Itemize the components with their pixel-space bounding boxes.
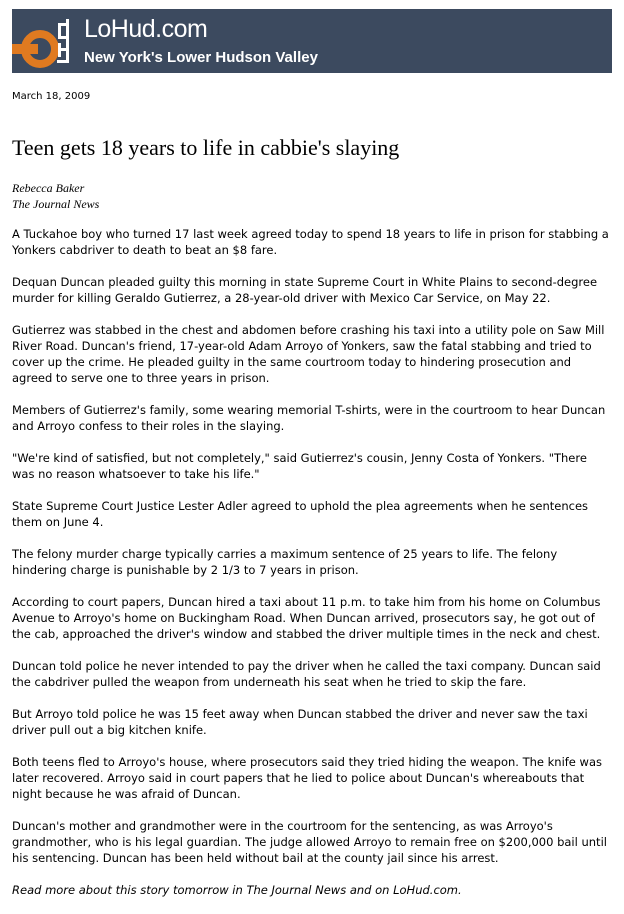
site-name: LoHud.com [84, 15, 208, 43]
article-paragraph: Dequan Duncan pleaded guilty this morning in state Supreme Court in White Plains to second-degree murder for killing Geraldo Gutierrez, a 28-year-old driver with Mexico Car Service, on May 22. [12, 275, 598, 305]
article-paragraph: Members of Gutierrez's family, some wearing memorial T-shirts, were in the courtroom to hear Duncan and Arroyo confess to their roles in the slaying. [12, 403, 606, 433]
site-banner[interactable] [12, 9, 612, 73]
article-paragraph: Both teens fled to Arroyo's house, where prosecutors said they tried hiding the weapon. The knife was later recovered. Arroyo said in court papers that he lied to police about Duncan's whereabouts that night because he was afraid of Duncan. [12, 755, 602, 801]
site-tagline: New York's Lower Hudson Valley [84, 49, 318, 66]
article-paragraph: The felony murder charge typically carries a maximum sentence of 25 years to life. The felony hindering charge is punishable by 2 1/3 to 7 years in prison. [12, 547, 558, 577]
article-paragraph: But Arroyo told police he was 15 feet away when Duncan stabbed the driver and never saw the taxi driver pull out a big kitchen knife. [12, 707, 588, 737]
article-date: March 18, 2009 [12, 91, 91, 102]
article-body [12, 226, 612, 914]
publication-name: The Journal News [12, 197, 100, 211]
byline [12, 180, 99, 212]
article-headline: Teen gets 18 years to life in cabbie's slaying [12, 135, 400, 160]
article-paragraph: Duncan's mother and grandmother were in the courtroom for the sentencing, as was Arroyo's grandmother, who is his legal guardian. The judge allowed Arroyo to remain free on $200,000 bail until his sentencing. Duncan has been held without bail at the county jail since his arrest. [12, 819, 607, 865]
article-paragraph: According to court papers, Duncan hired a taxi about 11 p.m. to take him from his home on Columbus Avenue to Arroyo's home on Buckingham Road. When Duncan arrived, prosecutors say, he got out of the cab, approached the driver's window and stabbed the driver multiple times in the neck and chest. [12, 595, 601, 641]
article-paragraph: "We're kind of satisfied, but not completely," said Gutierrez's cousin, Jenny Costa of Yonkers. "There was no reason whatsoever to take his life." [12, 451, 587, 481]
article-paragraph: A Tuckahoe boy who turned 17 last week agreed today to spend 18 years to life in prison for stabbing a Yonkers cabdriver to death to beat an $8 fare. [12, 227, 609, 257]
article-paragraph: Gutierrez was stabbed in the chest and abdomen before crashing his taxi into a utility pole on Saw Mill River Road. Duncan's friend, 17-year-old Adam Arroyo of Yonkers, saw the fatal stabbing and tried to cover up the crime. He pleaded guilty in the same courtroom today to hindering prosecution and agreed to serve one to three years in prison. [12, 323, 605, 385]
article-paragraph: Duncan told police he never intended to pay the driver when he called the taxi company. Duncan said the cabdriver pulled the weapon from underneath his seat when he tried to skip the fare. [12, 659, 601, 689]
article-paragraph: State Supreme Court Justice Lester Adler agreed to uphold the plea agreements when he sentences them on June 4. [12, 499, 589, 529]
read-more-note: Read more about this story tomorrow in The Journal News and on LoHud.com. [12, 883, 462, 897]
author-name: Rebecca Baker [12, 181, 85, 195]
lohud-logo-icon [12, 9, 84, 73]
